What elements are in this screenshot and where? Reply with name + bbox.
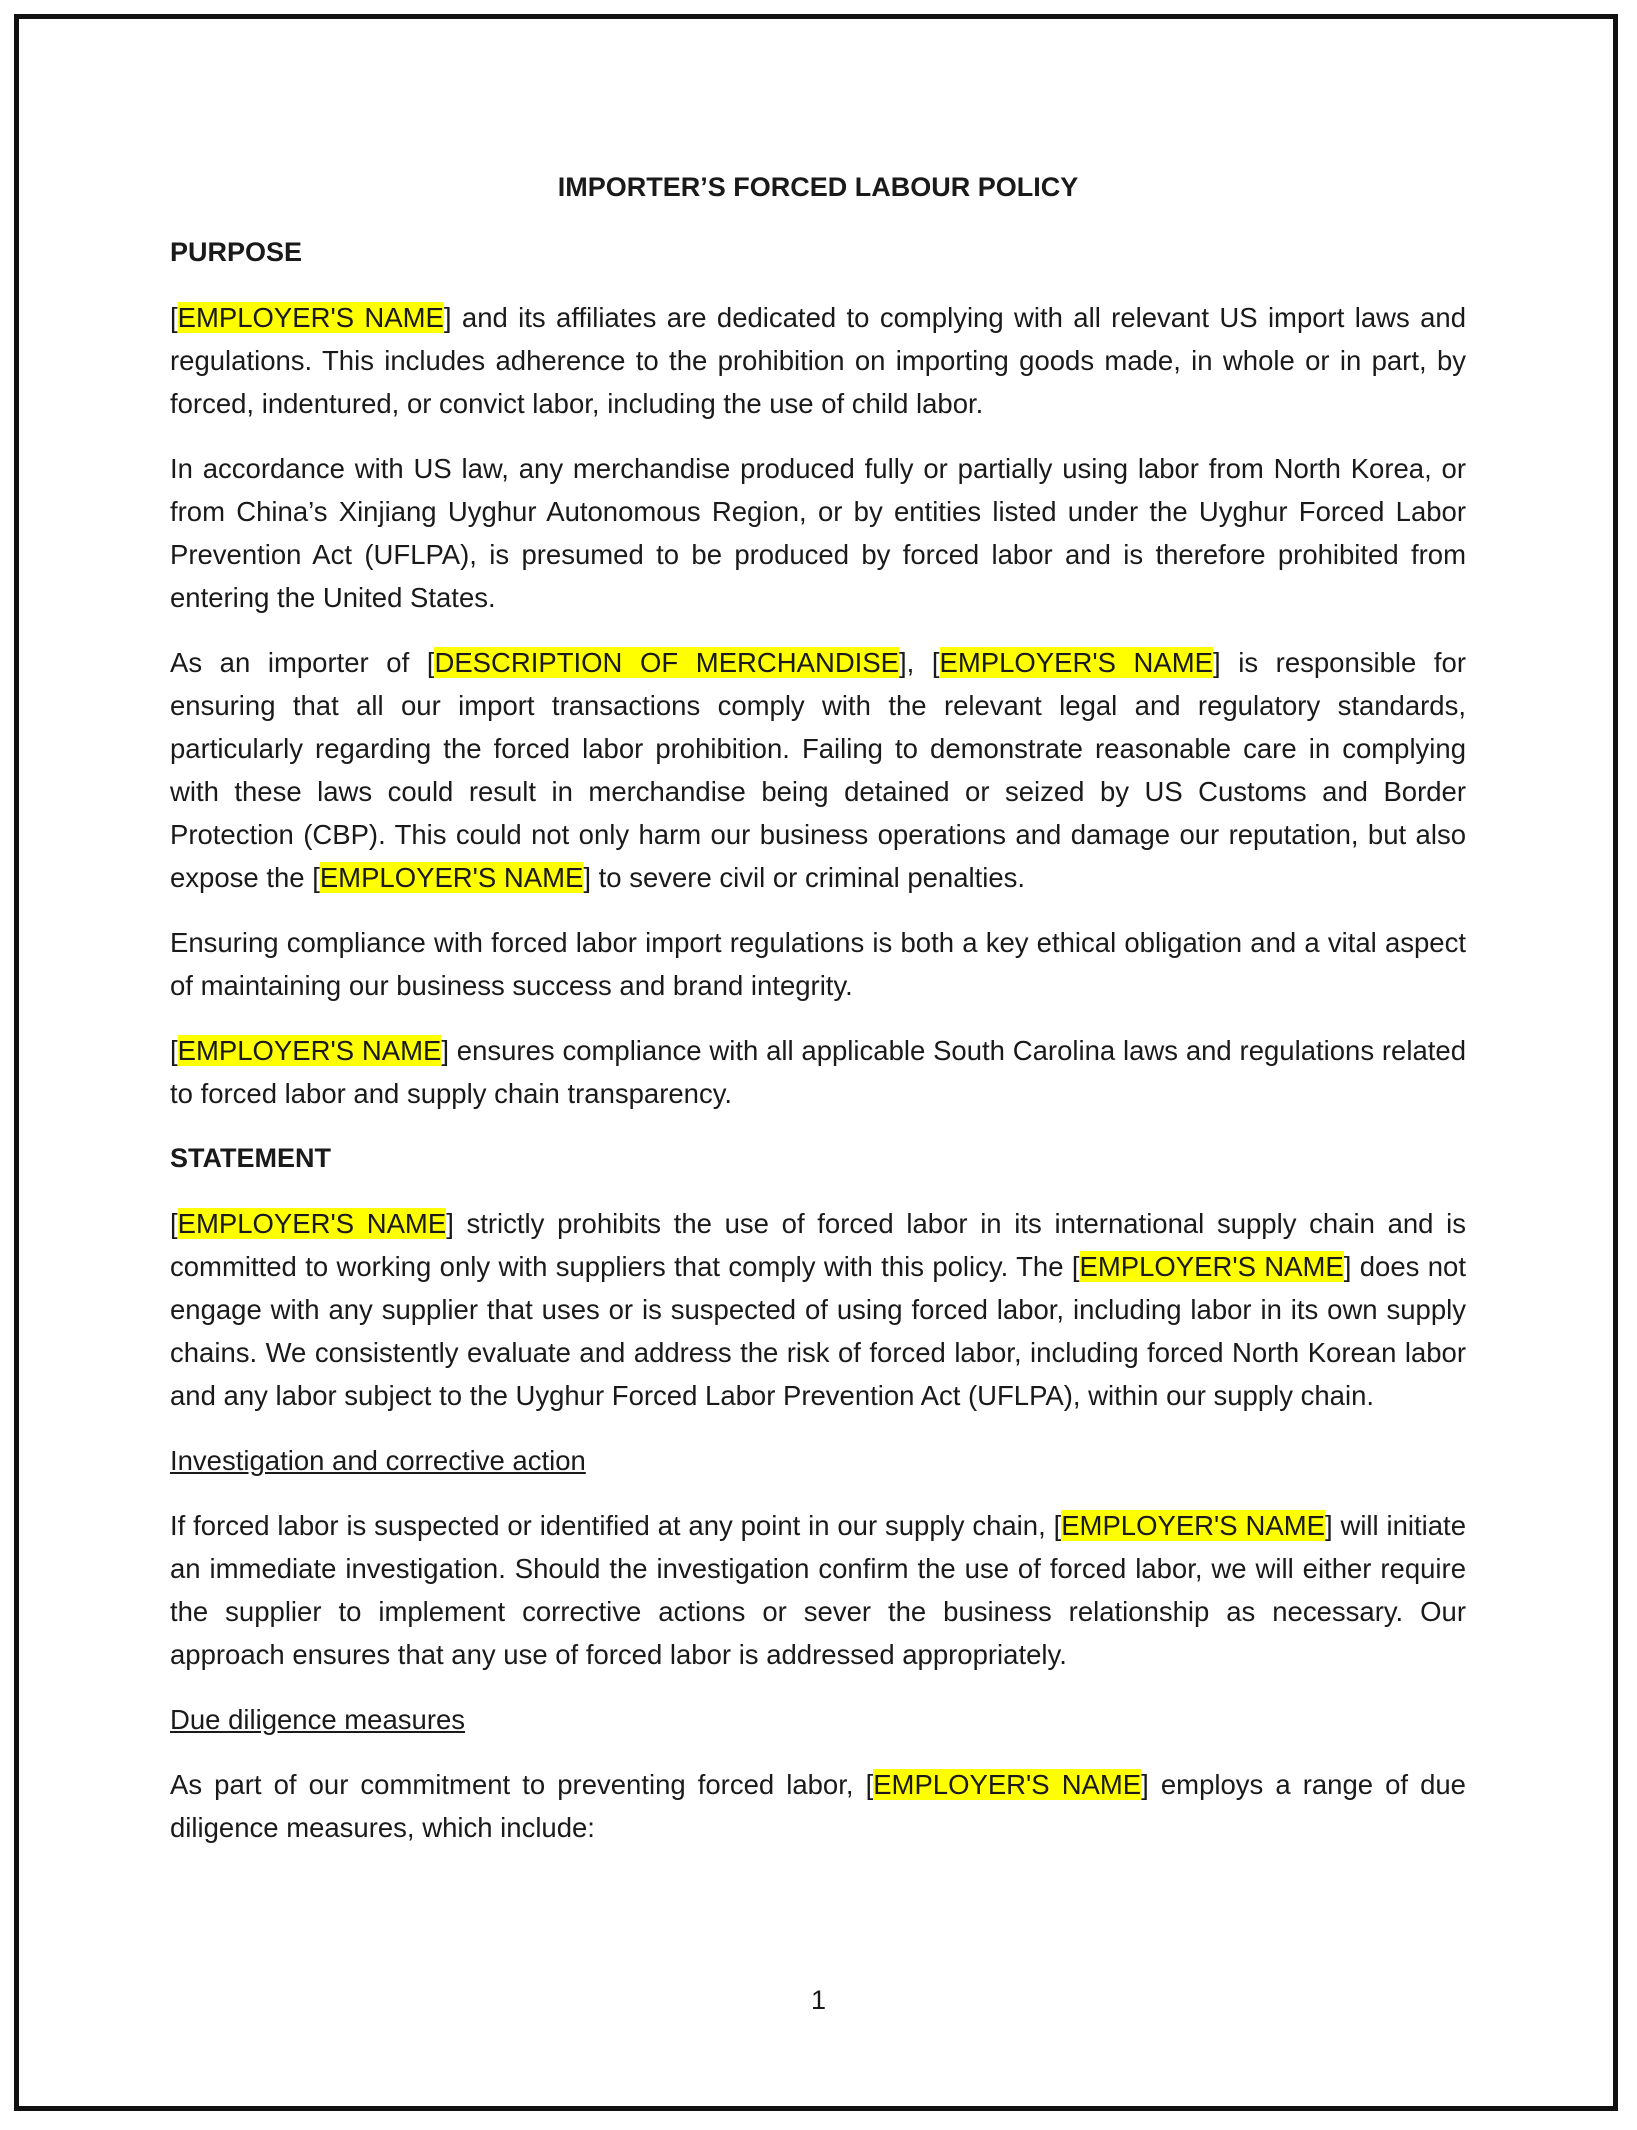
purpose-heading: PURPOSE [170,237,303,267]
employer-name-placeholder: EMPLOYER'S NAME [177,302,444,333]
employer-name-placeholder: EMPLOYER'S NAME [939,647,1213,678]
paragraph-text: ensures compliance with all applicable South Carolina laws and regulations related to forced labor and supply chain transparency. [170,1035,1466,1109]
employer-name-placeholder: EMPLOYER'S NAME [1061,1510,1325,1541]
page-number: 1 [810,1985,827,2015]
investigation-heading: Investigation and corrective action [170,1445,586,1476]
paragraph-text: As part of our commitment to preventing forced labor, [170,1769,866,1800]
paragraph-text: does not engage with any supplier that uses or is suspected of using forced labor, including labor in its own supply chains. We consistently evaluate and address the risk of forced labor, including forced North Korean labor and any labor subject to the Uyghur Forced Labor Prevention Act (UFLPA), within our supply chain. [170,1251,1466,1411]
paragraph-text: As an importer of [170,647,427,678]
document-title: IMPORTER’S FORCED LABOUR POLICY [557,172,1079,202]
paragraph-text: is responsible for ensuring that all our import transactions comply with the relevant legal and regulatory standards, particularly regarding the forced labor prohibition. Failing to demonstrate reasonable care in complying with these laws could result in merchandise being detained or seized by US Customs and Border Protection (CBP). This could not only harm our business operations and damage our reputation, but also expose the [170,647,1467,893]
paragraph-text: strictly prohibits the use of forced labor in its international supply chain and is committed to working only with suppliers that comply with this policy. The [170,1208,1466,1282]
paragraph-text: and its affiliates are dedicated to complying with all relevant US import laws and regulations. This includes adherence to the prohibition on importing goods made, in whole or in part, by forced, indentured, or convict labor, including the use of child labor. [170,302,1466,419]
statement-heading: STATEMENT [170,1143,331,1173]
paragraph-text: will initiate an immediate investigation. Should the investigation confirm the use of forced labor, we will either require the supplier to implement corrective actions or sever the business relationship as necessary. Our approach ensures that any use of forced labor is addressed appropriately. [170,1510,1466,1670]
purpose-paragraph-3: As an importer of [DESCRIPTION OF MERCHANDISE], [EMPLOYER'S NAME] is responsible for ensuring that all our import transactions comply with the relevant legal and regulatory standards, particularly regarding the forced labor prohibition. Failing to demonstrate reasonable care in complying with these laws could result in merchandise being detained or seized by US Customs and Border Protection (CBP). This could not only harm our business operations and damage our reputation, but also expose the [EMPLOYER'S NAME] to severe civil or criminal penalties. [170,647,1467,893]
document-body [170,166,1466,1871]
paragraph-text: If forced labor is suspected or identified at any point in our supply chain, [170,1510,1054,1541]
due-diligence-paragraph-1: As part of our commitment to preventing forced labor, [EMPLOYER'S NAME] employs a range of due diligence measures, which include: [170,1769,1466,1843]
statement-paragraph-1: [EMPLOYER'S NAME] strictly prohibits the use of forced labor in its international supply chain and is committed to working only with suppliers that comply with this policy. The [EMPLOYER'S NAME] does not engage with any supplier that uses or is suspected of using forced labor, including labor in its own supply chains. We consistently evaluate and address the risk of forced labor, including forced North Korean labor and any labor subject to the Uyghur Forced Labor Prevention Act (UFLPA), within our supply chain. [170,1208,1466,1411]
paragraph-text: employs a range of due diligence measures, which include: [170,1769,1466,1843]
purpose-paragraph-5: [EMPLOYER'S NAME] ensures compliance with all applicable South Carolina laws and regulations related to forced labor and supply chain transparency. [170,1035,1466,1109]
paragraph-text: to severe civil or criminal penalties. [590,862,1026,893]
investigation-paragraph-1: If forced labor is suspected or identified at any point in our supply chain, [EMPLOYER'S NAME] will initiate an immediate investigation. Should the investigation confirm the use of forced labor, we will either require the supplier to implement corrective actions or sever the business relationship as necessary. Our approach ensures that any use of forced labor is addressed appropriately. [170,1510,1466,1670]
purpose-paragraph-1: [EMPLOYER'S NAME] and its affiliates are dedicated to complying with all relevant US import laws and regulations. This includes adherence to the prohibition on importing goods made, in whole or in part, by forced, indentured, or convict labor, including the use of child labor. [170,302,1466,419]
purpose-paragraph-4: Ensuring compliance with forced labor import regulations is both a key ethical obligation and a vital aspect of maintaining our business success and brand integrity. [170,927,1466,1001]
employer-name-placeholder: EMPLOYER'S NAME [177,1035,442,1066]
employer-name-placeholder: EMPLOYER'S NAME [319,862,584,893]
due-diligence-heading: Due diligence measures [170,1704,466,1735]
employer-name-placeholder: EMPLOYER'S NAME [873,1769,1142,1800]
merchandise-placeholder: DESCRIPTION OF MERCHANDISE [434,647,900,678]
employer-name-placeholder: EMPLOYER'S NAME [177,1208,447,1239]
purpose-paragraph-2: In accordance with US law, any merchandise produced fully or partially using labor from North Korea, or from China’s Xinjiang Uyghur Autonomous Region, or by entities listed under the Uyghur Forced Labor Prevention Act (UFLPA), is presumed to be produced by forced labor and is therefore prohibited from entering the United States. [170,453,1466,613]
employer-name-placeholder: EMPLOYER'S NAME [1079,1251,1344,1282]
